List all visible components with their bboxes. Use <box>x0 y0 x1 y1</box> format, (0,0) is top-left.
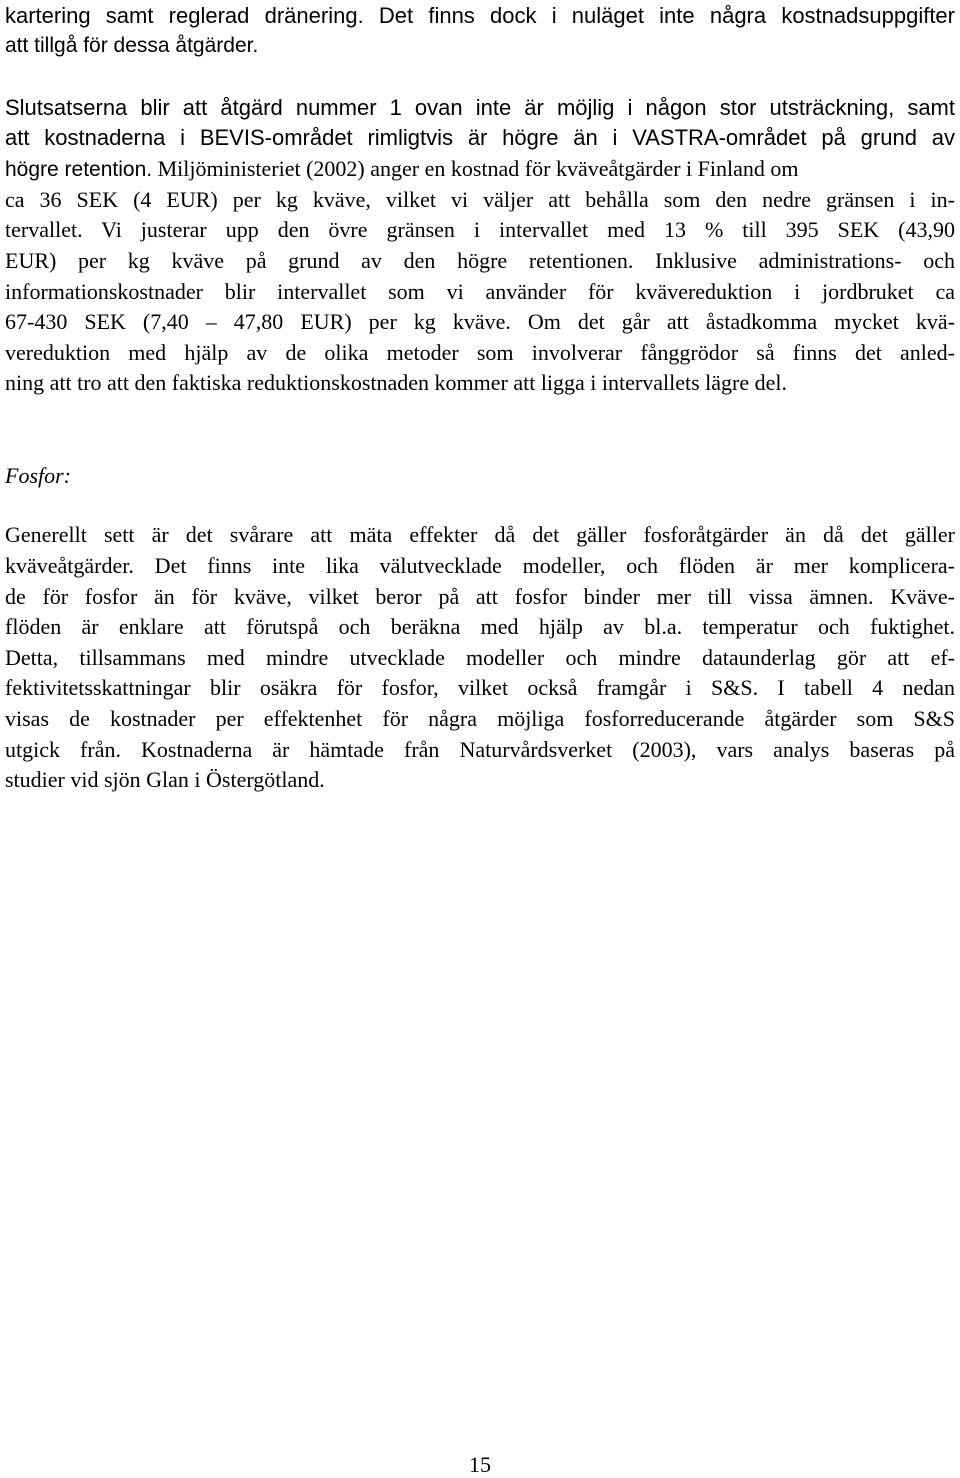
text-line <box>5 706 955 732</box>
text-line <box>5 645 955 671</box>
paragraph2-line-6: fektivitetsskattningar blir osäkra för fosfor, vilket också framgår i S&S. I tabell 4 nedan <box>5 675 955 700</box>
text-line <box>5 279 955 305</box>
paragraph1-line-7: informationskostnader blir intervallet som vi använder för kvävereduktion i jordbruket ca <box>5 279 955 304</box>
paragraph1-line-8: 67-430 SEK (7,40 – 47,80 EUR) per kg kväve. Om det går att åstadkomma mycket kvä- <box>5 309 955 334</box>
text-line <box>5 95 955 121</box>
paragraph1-line-3b: Miljöministeriet (2002) anger en kostnad för kväveåtgärder i Finland om <box>152 156 799 181</box>
text-line <box>5 248 955 274</box>
paragraph2-line-4: flöden är enklare att förutspå och beräkna med hjälp av bl.a. temperatur och fuktighet. <box>5 614 955 639</box>
top-paragraph-line-2: att tillgå för dessa åtgärder. <box>5 34 259 57</box>
paragraph2-line-3: de för fosfor än för kväve, vilket beror på att fosfor binder mer till vissa ämnen. Kväve- <box>5 584 955 609</box>
text-line <box>5 522 955 548</box>
section-heading: Fosfor: <box>5 463 71 488</box>
text-line <box>5 737 955 763</box>
text-line <box>5 217 955 243</box>
paragraph1-line-1: Slutsatserna blir att åtgärd nummer 1 ovan inte är möjlig i någon stor utsträckning, samt <box>5 95 955 120</box>
text-line <box>5 125 955 151</box>
paragraph1-line-2: att kostnaderna i BEVIS-området rimligtvis är högre än i VASTRA-området på grund av <box>5 125 955 150</box>
paragraph1-line-5: tervallet. Vi justerar upp den övre gränsen i intervallet med 13 % till 395 SEK (43,90 <box>5 217 955 242</box>
paragraph2-line-9: studier vid sjön Glan i Östergötland. <box>5 767 325 792</box>
paragraph2-line-7: visas de kostnader per effektenhet för några möjliga fosforreducerande åtgärder som S&S <box>5 706 955 731</box>
text-line <box>5 614 955 640</box>
paragraph2-line-1: Generellt sett är det svårare att mäta effekter då det gäller fosforåtgärder än då det gäller <box>5 522 955 547</box>
text-line <box>5 3 955 29</box>
text-line <box>5 675 955 701</box>
text-line <box>5 584 955 610</box>
paragraph1-line-10: ning att tro att den faktiska reduktionskostnaden kommer att ligga i intervallets lägre del. <box>5 370 788 395</box>
paragraph1-line-6: EUR) per kg kväve på grund av den högre retentionen. Inklusive administrations- och <box>5 248 955 273</box>
paragraph1-line-3a: högre retention. <box>5 158 153 181</box>
paragraph2-line-8: utgick från. Kostnaderna är hämtade från Naturvårdsverket (2003), vars analys baseras på <box>5 737 955 762</box>
page-number: 15 <box>469 1452 491 1477</box>
paragraph1-line-9: vereduktion med hjälp av de olika metoder som involverar fånggrödor så finns det anled- <box>5 340 955 365</box>
top-paragraph-line-1: kartering samt reglerad dränering. Det finns dock i nuläget inte några kostnadsuppgifter <box>5 3 955 28</box>
paragraph1-line-4: ca 36 SEK (4 EUR) per kg kväve, vilket vi väljer att behålla som den nedre gränsen i in- <box>5 187 955 212</box>
text-line <box>5 187 955 213</box>
paragraph2-line-5: Detta, tillsammans med mindre utvecklade modeller och mindre dataunderlag gör att ef- <box>5 645 955 670</box>
text-line <box>5 309 955 335</box>
paragraph2-line-2: kväveåtgärder. Det finns inte lika välutvecklade modeller, och flöden är mer komplicera- <box>5 553 955 578</box>
text-line <box>5 553 955 579</box>
text-line-mixed <box>5 156 955 182</box>
text-line <box>5 340 955 366</box>
